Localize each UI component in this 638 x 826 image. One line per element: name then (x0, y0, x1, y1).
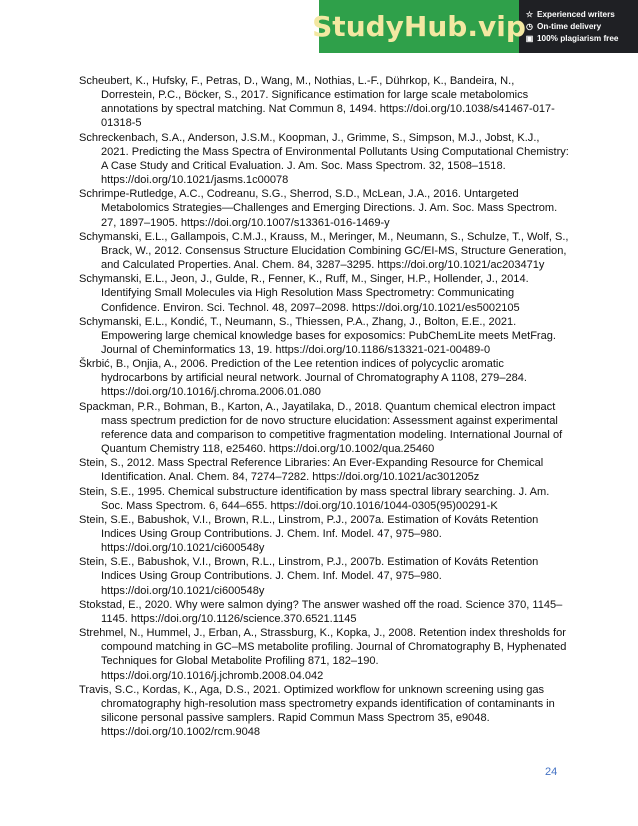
feature-plagiarism-free (525, 34, 638, 43)
reference-entry: Schymanski, E.L., Gallampois, C.M.J., Krauss, M., Meringer, M., Neumann, S., Schulze, T., Wolf, S., Brack, W., 2012. Consensus Structure Elucidation Combining GC/EI-MS, Structure Generation, and Calculated Properties. Anal. Chem. 84, 3287–3295. https://doi.org/10.1021/ac203471y (79, 230, 569, 272)
reference-entry: Schymanski, E.L., Kondić, T., Neumann, S., Thiessen, P.A., Zhang, J., Bolton, E.E., 2021. Empowering large chemical knowledge bases for exposomics: PubChemLite meets MetFrag. Journal of Cheminformatics 13, 19. https://doi.org/10.1186/s13321-021-00489-0 (79, 315, 556, 356)
reference-entry: Schrimpe-Rutledge, A.C., Codreanu, S.G., Sherrod, S.D., McLean, J.A., 2016. Untargeted Metabolomics Strategies—Challenges and Emerging Directions. J. Am. Soc. Mass Spectrom. 27, 1897–1905. https://doi.org/10.1007/s13361-016-1469-y (79, 188, 558, 229)
reference-entry: Travis, S.C., Kordas, K., Aga, D.S., 2021. Optimized workflow for unknown screening using gas chromatography high-resolution mass spectrometry expands identification of contaminants in silicone personal passive samplers. Rapid Commun Mass Spectrom 35, e9048. https://doi.org/10.1002/rcm.9048 (79, 683, 555, 739)
reference-entry: Stein, S., 2012. Mass Spectral Reference Libraries: An Ever-Expanding Resource for Chemical Identification. Anal. Chem. 84, 7274–7282. https://doi.org/10.1021/ac301205z (79, 457, 544, 484)
studyhub-banner[interactable] (312, 0, 638, 53)
document-icon: ▣ (525, 34, 534, 43)
page-number: 24 (545, 766, 558, 778)
reference-entry: Stein, S.E., 1995. Chemical substructure identification by mass spectral library searching. J. Am. Soc. Mass Spectrom. 6, 644–655. https://doi.org/10.1016/1044-0305(95)00291-K (79, 485, 550, 512)
clock-icon: ◷ (526, 22, 533, 31)
feature-experienced-writers (525, 10, 638, 19)
reference-entry: Stein, S.E., Babushok, V.I., Brown, R.L., Linstrom, P.J., 2007a. Estimation of Kováts Retention Indices Using Group Contributions. J. Chem. Inf. Model. 47, 975–980. https://doi.org/10.1021/ci600548y (79, 513, 539, 555)
reference-list (79, 74, 569, 739)
reference-entry: Stokstad, E., 2020. Why were salmon dying? The answer washed off the road. Science 370, 1145–1145. https://doi.org/10.1126/science.370.6521.1145 (79, 598, 563, 625)
feature-label: On-time delivery (537, 22, 602, 31)
feature-on-time-delivery (525, 22, 638, 31)
reference-entry: Schymanski, E.L., Jeon, J., Gulde, R., Fenner, K., Ruff, M., Singer, H.P., Hollender, J., 2014. Identifying Small Molecules via High Resolution Mass Spectrometry: Communicating Confidence. Environ. Sci. Technol. 48, 2097–2098. https://doi.org/10.1021/es5002105 (79, 273, 529, 314)
feature-list (519, 0, 638, 53)
logo-text: StudyHub.vip (312, 10, 526, 43)
reference-entry: Spackman, P.R., Bohman, B., Karton, A., Jayatilaka, D., 2018. Quantum chemical electron impact mass spectrum prediction for de novo structure elucidation: Assessment against experimental reference data and comparison to competitive fragmentation modeling. International Journal of Quantum Chemistry 118, e25460. https://doi.org/10.1002/qua.25460 (79, 400, 563, 456)
reference-entry: Stein, S.E., Babushok, V.I., Brown, R.L., Linstrom, P.J., 2007b. Estimation of Kováts Retention Indices Using Group Contributions. J. Chem. Inf. Model. 47, 975–980. https://doi.org/10.1021/ci600548y (79, 556, 539, 597)
reference-entry: Scheubert, K., Hufsky, F., Petras, D., Wang, M., Nothias, L.-F., Dührkop, K., Bandeira, N., Dorrestein, P.C., Böcker, S., 2017. Significance estimation for large scale metabolomics annotations by spectral matching. Nat Commun 8, 1494. https://doi.org/10.1038/s41467-017-01318-5 (79, 75, 555, 130)
reference-entry: Schreckenbach, S.A., Anderson, J.S.M., Koopman, J., Grimme, S., Simpson, M.J., Jobst, K.J., 2021. Predicting the Mass Spectra of Environmental Pollutants Using Computational Chemistry: A Case Study and Critical Evaluation. J. Am. Soc. Mass Spectrom. 32, 1508–1518. https://doi.org/10.1021/jasms.1c00078 (79, 131, 569, 187)
star-icon: ☆ (525, 10, 534, 19)
feature-label: Experienced writers (537, 10, 615, 19)
reference-entry: Škrbić, B., Onjia, A., 2006. Prediction of the Lee retention indices of polycyclic aromatic hydrocarbons by artificial neural network. Journal of Chromatography A 1108, 279–284. https://doi.org/10.1016/j.chroma.2006.01.080 (79, 358, 527, 399)
feature-label: 100% plagiarism free (537, 34, 619, 43)
reference-entry: Strehmel, N., Hummel, J., Erban, A., Strassburg, K., Kopka, J., 2008. Retention index thresholds for compound matching in GC–MS metabolite profiling. Journal of Chromatography B, Hyphenated Techniques for Global Metabolite Profiling 871, 182–190. https://doi.org/10.1016/j.jchromb.2008.04.042 (79, 627, 567, 682)
studyhub-logo[interactable] (312, 0, 526, 53)
